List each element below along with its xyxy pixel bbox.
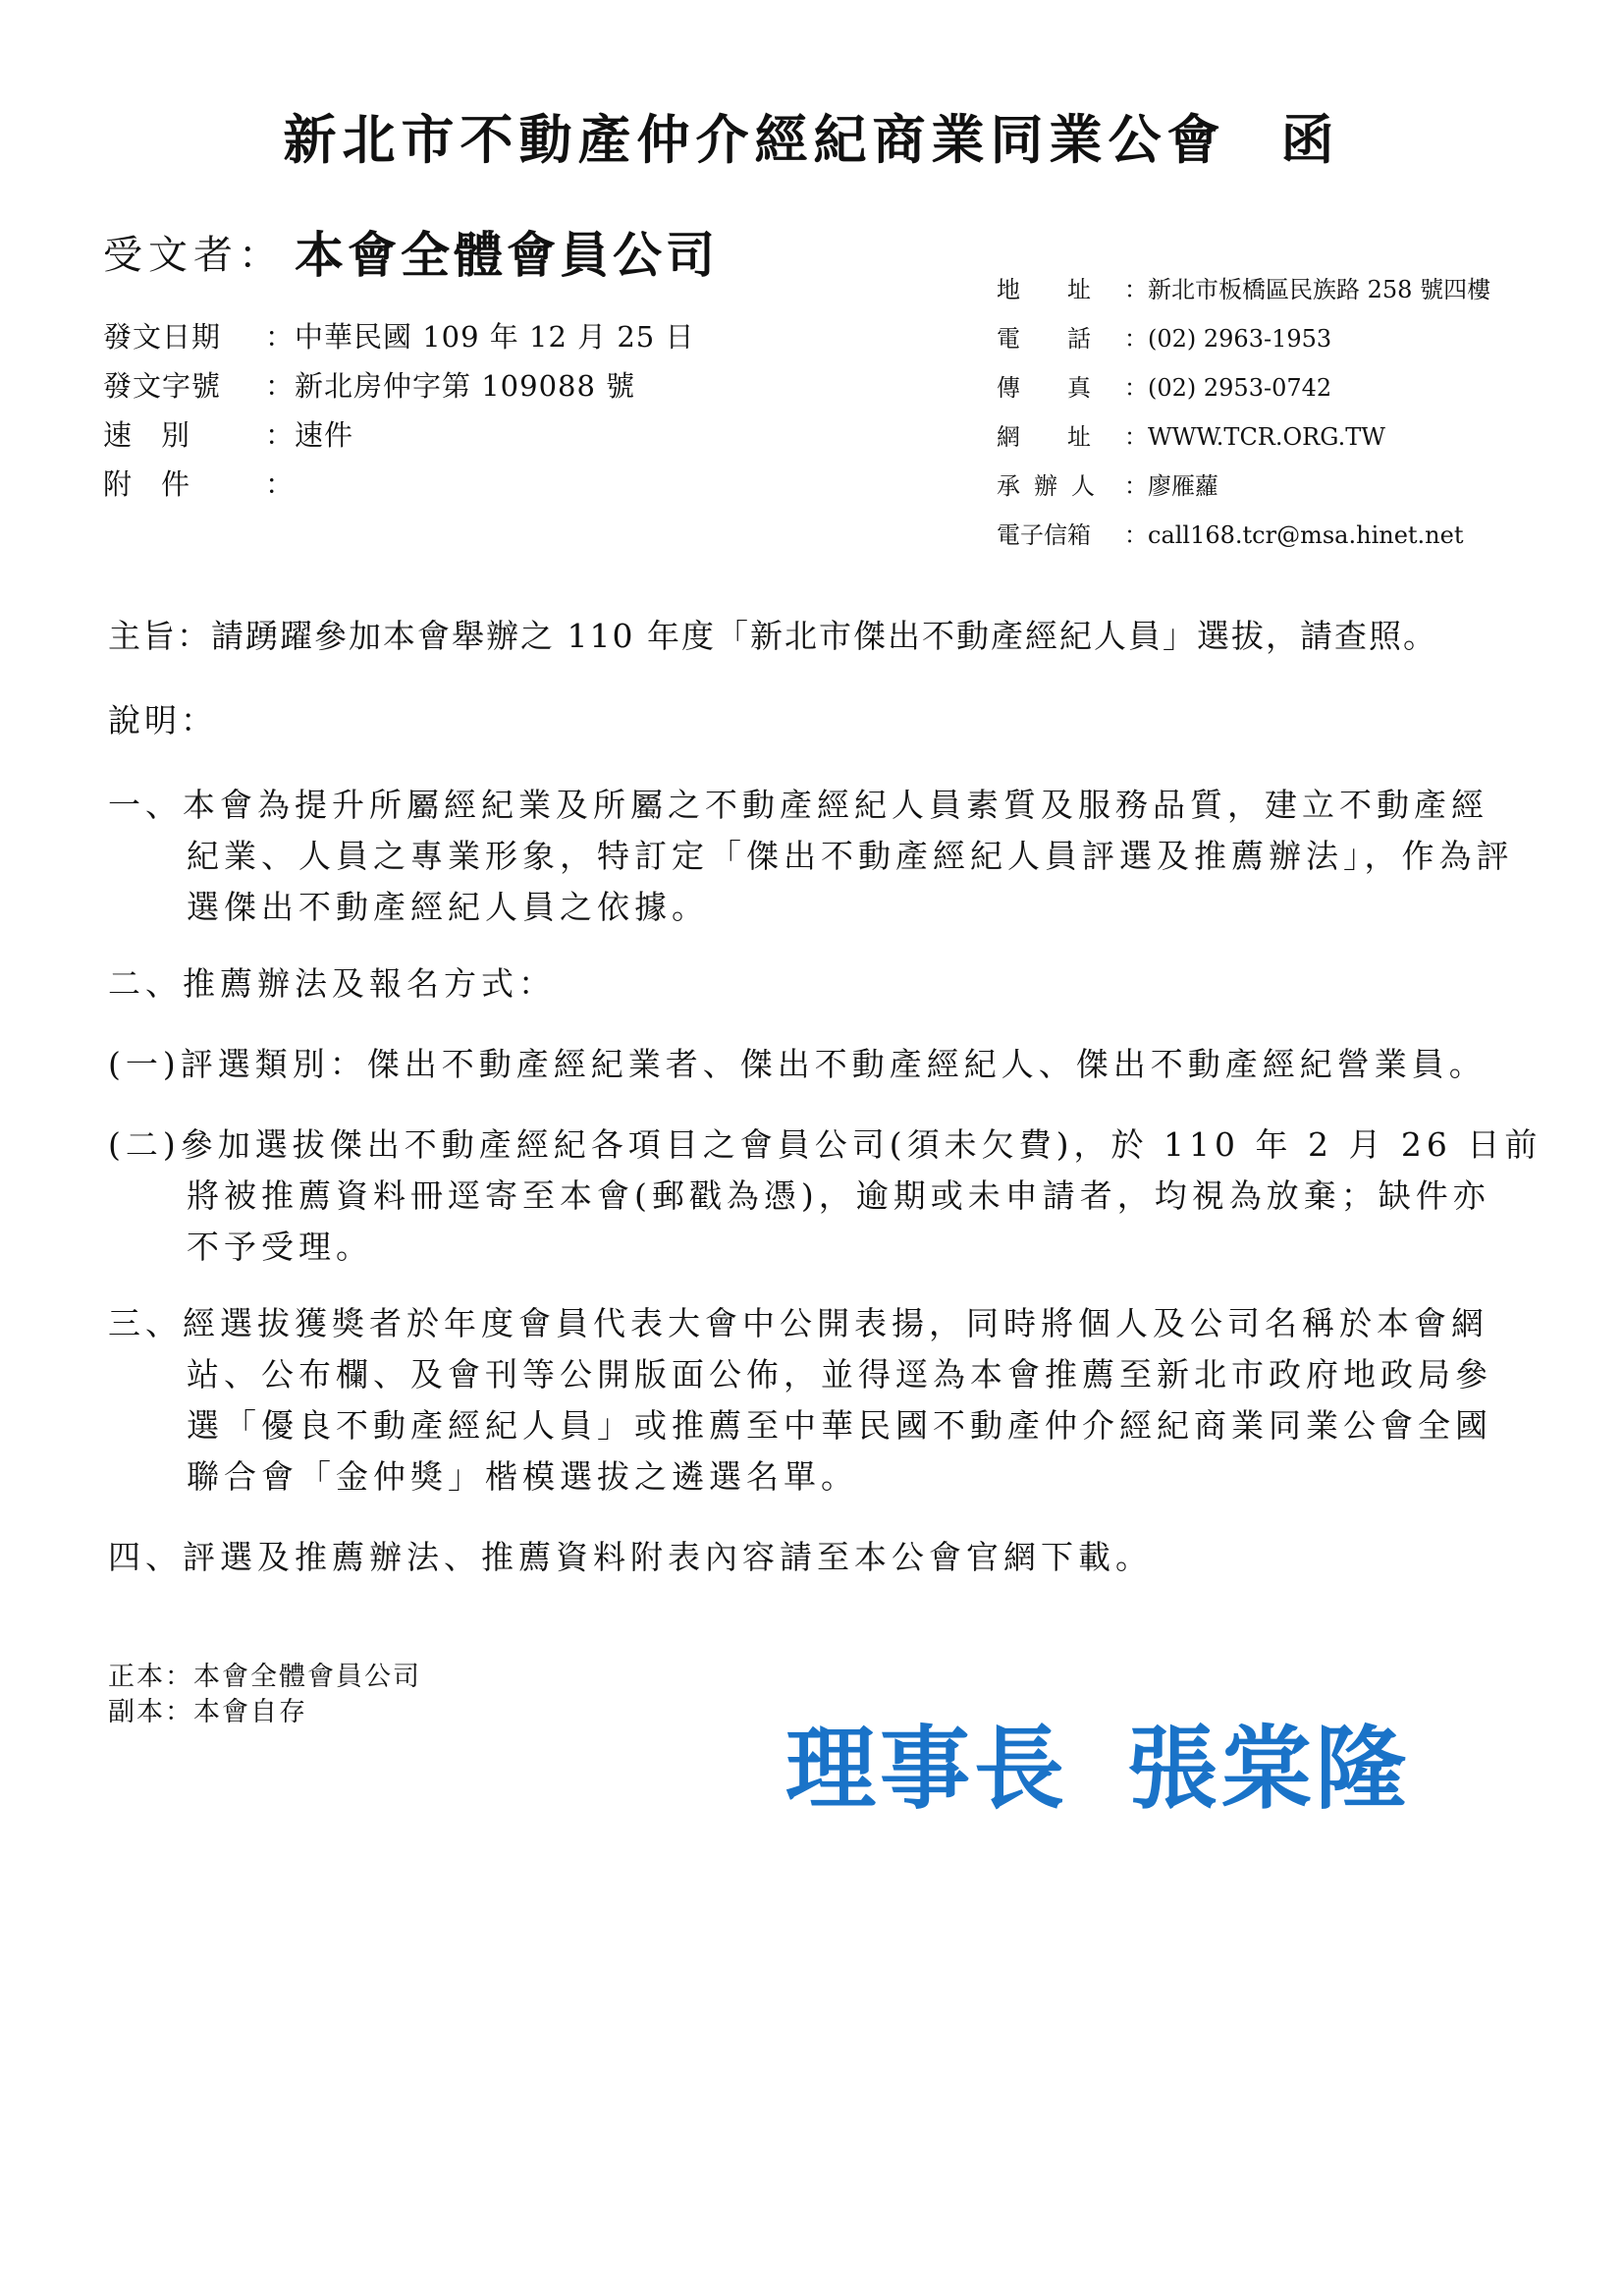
section-one-line: 一、本會為提升所屬經紀業及所屬之不動產經紀人員素質及服務品質，建立不動產經	[108, 786, 1488, 824]
section-one	[108, 780, 1542, 933]
phone-row	[997, 314, 1490, 363]
contact-info	[997, 265, 1490, 560]
section-three-line: 聯合會「金仲獎」楷模選拔之遴選名單。	[187, 1457, 858, 1496]
address-value: ：新北市板橋區民族路 258 號四樓	[1124, 276, 1491, 303]
attachment-label: 附件	[103, 467, 220, 501]
section-two-a	[108, 1039, 1542, 1090]
issue-number-value: ：新北房仲字第 109088 號	[265, 369, 636, 403]
section-three-line: 選「優良不動產經紀人員」或推薦至中華民國不動產仲介經紀商業同業公會全國	[187, 1406, 1492, 1445]
section-one-line: 紀業、人員之專業形象，特訂定「傑出不動產經紀人員評選及推薦辦法」，作為評	[187, 837, 1514, 875]
issue-date-value: ：中華民國 109 年 12 月 25 日	[265, 320, 695, 354]
distribution-list	[108, 1660, 421, 1730]
duplicate-copy: 副本：本會自存	[108, 1697, 307, 1727]
section-one-line: 選傑出不動產經紀人員之依據。	[187, 888, 709, 926]
website-label: 網址	[997, 423, 1138, 451]
website-row	[997, 412, 1490, 462]
address-row	[997, 265, 1490, 314]
attachment-value: ：	[265, 467, 296, 501]
email-value: ：call168.tcr@msa.hinet.net	[1124, 521, 1464, 549]
subject-line: 主旨：請踴躍參加本會舉辦之 110 年度「新北市傑出不動產經紀人員」選拔，請查照。	[108, 617, 1437, 655]
fax-row	[997, 363, 1490, 412]
handler-label: 承辦人	[997, 472, 1109, 500]
section-two-b-line: (二)參加選拔傑出不動產經紀各項目之會員公司(須未欠費)，於 110 年 2 月 26 日前	[108, 1125, 1542, 1164]
fax-value: ：(02) 2953-0742	[1124, 374, 1332, 402]
address-label: 地址	[997, 276, 1138, 303]
phone-value: ：(02) 2963-1953	[1124, 325, 1332, 353]
speed-row	[103, 410, 694, 460]
chairman-signature	[785, 1697, 1410, 1827]
fax-label: 傳真	[997, 374, 1138, 402]
section-two-line: 二、推薦辦法及報名方式：	[108, 964, 556, 1003]
section-four-line: 四、評選及推薦辦法、推薦資料附表內容請至本公會官網下載。	[108, 1538, 1153, 1576]
section-four	[108, 1532, 1542, 1583]
letter-title	[0, 98, 1623, 174]
org-name: 新北市不動產仲介經紀商業同業公會	[283, 109, 1226, 171]
issue-info	[103, 312, 694, 509]
speed-value: ：速件	[265, 418, 354, 452]
explanation-heading: 說明：	[108, 701, 217, 739]
issue-date-row	[103, 312, 694, 361]
issue-number-label: 發文字號	[103, 369, 222, 403]
section-two-b	[108, 1120, 1542, 1273]
email-label: 電子信箱	[997, 521, 1091, 549]
handler-row	[997, 462, 1490, 511]
recipient-value: 本會全體會員公司	[295, 227, 719, 284]
signature-title: 理事長	[785, 1717, 1069, 1822]
section-three	[108, 1298, 1542, 1503]
section-two-b-line: 不予受理。	[187, 1228, 373, 1266]
section-two-b-line: 將被推薦資料冊逕寄至本會(郵戳為憑)，逾期或未申請者，均視為放棄；缺件亦	[187, 1176, 1490, 1215]
signature-name: 張棠隆	[1127, 1717, 1411, 1822]
phone-label: 電話	[997, 325, 1138, 353]
recipient-label: 受文者：	[103, 233, 284, 278]
attachment-row	[103, 460, 694, 509]
section-two-a-line: (一)評選類別：傑出不動產經紀業者、傑出不動產經紀人、傑出不動產經紀營業員。	[108, 1045, 1487, 1083]
speed-label: 速別	[103, 418, 220, 452]
email-row	[997, 511, 1490, 560]
issue-number-row	[103, 361, 694, 410]
issue-date-label: 發文日期	[103, 320, 222, 354]
doc-type: 函	[1280, 109, 1340, 171]
website-value: ：WWW.TCR.ORG.TW	[1124, 423, 1385, 451]
original-copy: 正本：本會全體會員公司	[108, 1662, 421, 1692]
section-three-line: 三、經選拔獲獎者於年度會員代表大會中公開表揚，同時將個人及公司名稱於本會網	[108, 1304, 1488, 1342]
section-two	[108, 958, 1542, 1010]
handler-value: ：廖雁蘿	[1124, 472, 1218, 500]
section-three-line: 站、公布欄、及會刊等公開版面公佈，並得逕為本會推薦至新北市政府地政局參	[187, 1355, 1492, 1394]
